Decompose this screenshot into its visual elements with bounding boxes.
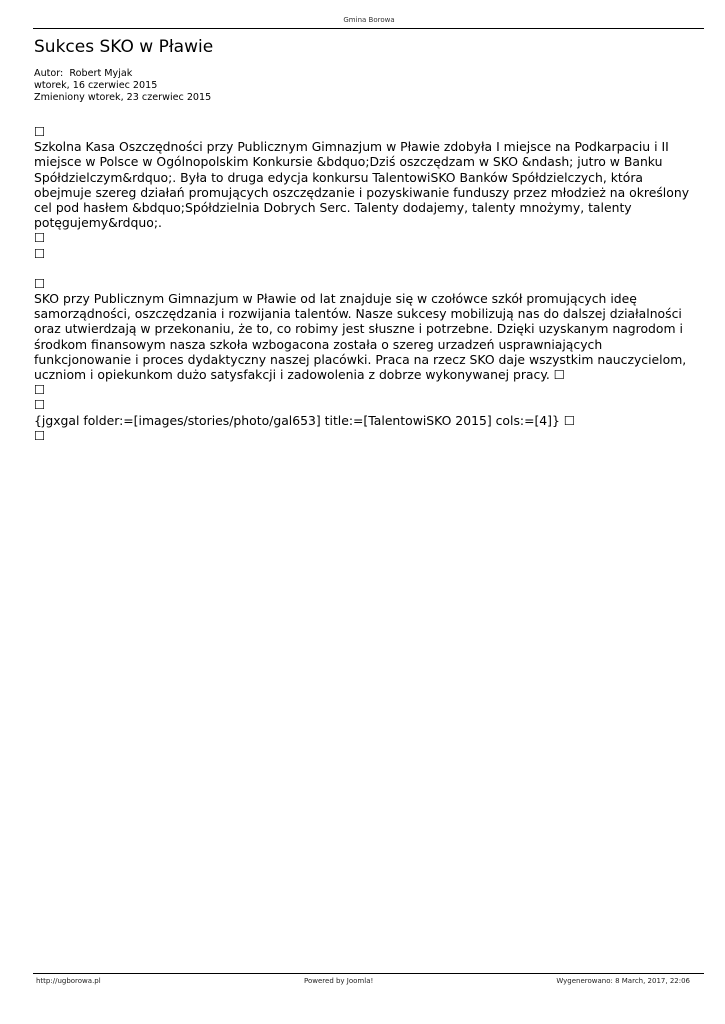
missing-image-placeholder: ☐ — [34, 124, 46, 139]
body-text-line: środkom finansowym nasza szkoła wzbogacona została o szereg urzadzeń usprawniających — [34, 336, 603, 352]
body-text-line: uczniom i opiekunkom dużo satysfakcji i zadowolenia z dobrze wykonywanej pracy. ☐ — [34, 367, 565, 382]
body-text-line — [34, 261, 682, 276]
body-text-line: SKO przy Publicznym Gimnazjum w Pławie od lat znajduje się w czołówce szkół promujących ideę — [34, 291, 637, 307]
body-text-line: Szkolna Kasa Oszczędności przy Publicznym Gimnazjum w Pławie zdobyła I miejsce na Podkarpaciu i II — [34, 139, 669, 155]
body-text-line: {jgxgal folder:=[images/stories/photo/gal653] title:=[TalentowiSKO 2015] cols:=[4]} ☐ — [34, 412, 575, 428]
body-text-line: funkcjonowanie i proces dydaktyczny naszej placówki. Praca na rzecz SKO daje wszystkim nauczycielom, — [34, 351, 687, 367]
missing-image-placeholder: ☐ — [34, 382, 46, 398]
body-text-line: miejsce w Polsce w Ogólnopolskim Konkursie &bdquo;Dziś oszczędzam w SKO &ndash; jutro w Banku — [34, 154, 663, 170]
body-text-line: obejmuje szereg działań promujących oszczędzanie i pozyskiwanie funduszy przez młodzież na określony — [34, 184, 690, 200]
footer-url: http://ugborowa.pl — [36, 977, 101, 985]
missing-image-placeholder: ☐ — [34, 275, 46, 291]
body-text-line: cel pod hasłem &bdquo;Spółdzielnia Dobrych Serc. Talenty dodajemy, talenty mnożymy, talenty — [34, 199, 632, 215]
body-text-line: potęgujemy&rdquo;. — [34, 215, 162, 231]
body-text-line: oraz utwierdzają w przekonaniu, że to, co robimy jest słuszne i potrzebne. Dzięki uzyskanym nagrodom i — [34, 321, 683, 337]
footer-powered-by: Powered by Joomla! — [304, 977, 374, 985]
footer-generated: Wygenerowano: 8 March, 2017, 22:06 — [556, 977, 690, 985]
missing-image-placeholder: ☐ — [34, 245, 46, 261]
article-title: Sukces SKO w Pławie — [34, 37, 214, 57]
article-body — [34, 124, 690, 443]
body-text-line: Spółdzielczym&rdquo;. Była to druga edycja konkursu TalentowiSKO Banków Spółdzielczych, która — [34, 169, 644, 185]
article-meta — [34, 68, 211, 105]
author-name: Robert Myjak — [69, 68, 133, 79]
body-text-line: samorządności, oszczędzania i rozwijania talentów. Nasze sukcesy mobilizują nas do dalszej działalności — [34, 306, 682, 322]
modified-date: Zmieniony wtorek, 23 czerwiec 2015 — [34, 92, 212, 104]
missing-image-placeholder: ☐ — [34, 397, 46, 413]
missing-image-placeholder: ☐ — [34, 427, 46, 443]
created-date: wtorek, 16 czerwiec 2015 — [34, 80, 158, 92]
header-divider — [33, 28, 704, 29]
missing-image-placeholder: ☐ — [34, 230, 46, 246]
site-name-header: Gmina Borowa — [343, 16, 395, 24]
footer-divider — [33, 973, 704, 974]
author-label: Autor: — [34, 68, 64, 79]
author-line — [34, 68, 211, 80]
